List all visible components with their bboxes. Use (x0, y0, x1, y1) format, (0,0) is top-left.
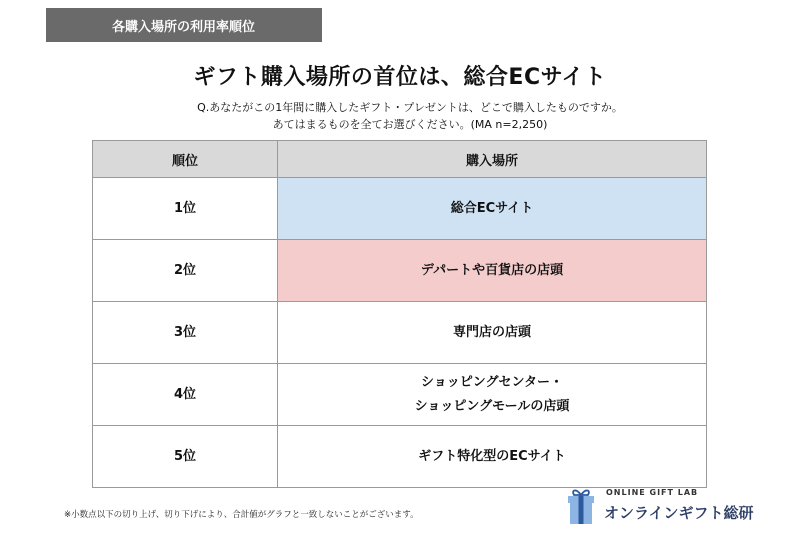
place-cell (278, 364, 707, 426)
place-text: 総合ECサイト (450, 200, 534, 216)
question-line-2: あてはまるものを全てお選びください。(MA n=2,250) (272, 118, 548, 131)
survey-question (150, 99, 670, 133)
place-text-line-2: ショッピングモールの店頭 (414, 398, 570, 414)
table-row (93, 364, 707, 426)
rank-cell: 3位 (93, 302, 278, 364)
place-cell (278, 426, 707, 488)
header-place: 購入場所 (278, 141, 707, 178)
ranking-table (92, 140, 707, 488)
footnote: ※小数点以下の切り上げ、切り下げにより、合計値がグラフと一致しないことがございます。 (64, 510, 419, 520)
rank-cell: 5位 (93, 426, 278, 488)
section-label (46, 8, 322, 42)
logo-tagline: ONLINE GIFT LAB (606, 488, 699, 497)
place-text: デパートや百貨店の店頭 (420, 262, 564, 278)
header-rank: 順位 (93, 141, 278, 178)
table-row (93, 426, 707, 488)
table-header-row (93, 141, 707, 178)
place-cell (278, 240, 707, 302)
logo-name: オンラインギフト総研 (604, 504, 754, 522)
place-text-line-1: ショッピングセンター・ (421, 374, 563, 390)
place-cell (278, 178, 707, 240)
place-text: ギフト特化型のECサイト (418, 448, 566, 464)
rank-cell: 2位 (93, 240, 278, 302)
place-cell (278, 302, 707, 364)
brand-logo (566, 484, 766, 532)
table-row (93, 178, 707, 240)
table-row (93, 240, 707, 302)
gift-box-icon (566, 486, 596, 526)
table-row (93, 302, 707, 364)
page-title: ギフト購入場所の首位は、総合ECサイト (193, 65, 607, 90)
rank-cell: 4位 (93, 364, 278, 426)
section-label-text: 各購入場所の利用率順位 (112, 19, 256, 35)
place-text: 専門店の店頭 (452, 324, 531, 340)
rank-cell: 1位 (93, 178, 278, 240)
question-line-1: Q.あなたがこの1年間に購入したギフト・プレゼントは、どこで購入したものですか。 (197, 101, 623, 114)
